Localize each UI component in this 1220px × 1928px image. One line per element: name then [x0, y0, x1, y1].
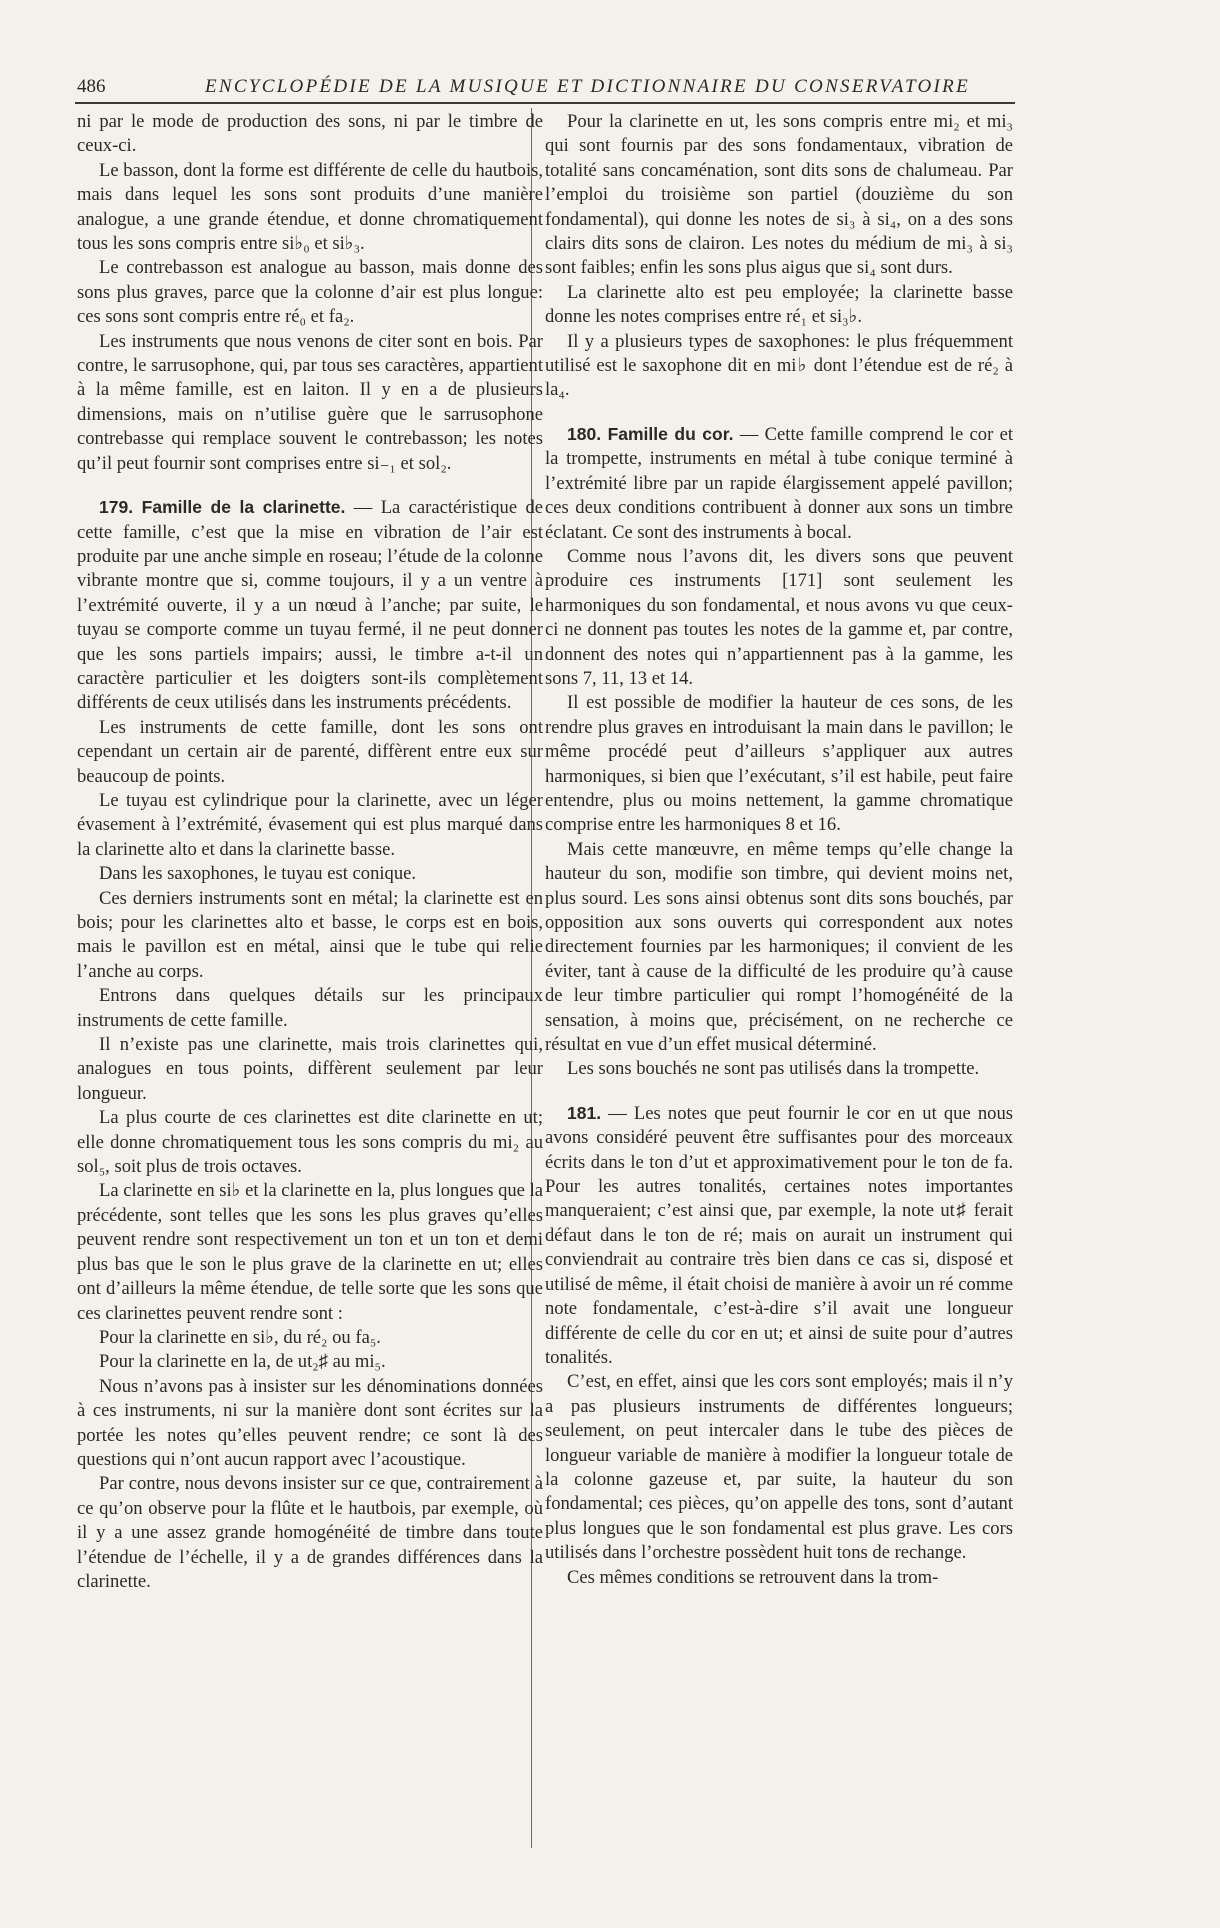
paragraph: Ces mêmes conditions se retrouvent dans la trom-	[567, 1566, 939, 1588]
paragraph: La clarinette en si♭ et la clarinette en la, plus longues que la précédente, sont telles que les sons les plus graves qu’elles peuvent rendre sont respectivement un ton et un ton et demi plus bas que le son le plus grave de la clarinette en ut; elles ont d’ailleurs la même étendue, de telle sorte que les sons que ces clarinettes peuvent rendre sont :	[77, 1180, 543, 1324]
paragraph: Il y a plusieurs types de saxophones: le plus fréquemment utilisé est le saxophone dit en mi♭ dont l’étendue est de ré₂ à la₄.	[545, 330, 1013, 401]
running-title: ENCYCLOPÉDIE DE LA MUSIQUE ET DICTIONNAIRE DU CONSERVATOIRE	[205, 76, 970, 97]
paragraph: Le contrebasson est analogue au basson, mais donne des sons plus graves, parce que la colonne d’air est plus longue: ces sons sont compris entre ré₀ et fa₂.	[77, 257, 543, 328]
paragraph: Dans les saxophones, le tuyau est conique.	[99, 863, 417, 885]
paragraph: Ces derniers instruments sont en métal; la clarinette est en bois; pour les clarinettes alto et basse, le corps est en bois, mais le pavillon est en métal, ainsi que le tube qui relie l’anche au corps.	[77, 887, 543, 982]
paragraph: Il n’existe pas une clarinette, mais trois clarinettes qui, analogues en tous points, diffèrent seulement par leur longueur.	[77, 1034, 543, 1104]
section-heading: 180. Famille du cor.	[567, 423, 734, 444]
section-heading: 181.	[567, 1102, 602, 1123]
section-180	[545, 422, 1013, 545]
paragraph: Pour la clarinette en ut, les sons compris entre mi₂ et mi₃ qui sont fournis par des sons fondamentaux, vibration de totalité sans concaménation, sont dits sons de chalumeau. Par l’emploi du troisième son partiel (douzième du son fondamental), qui donne les notes de si₃ à si₄, on a des sons clairs dits sons de clairon. Les notes du médium de mi₃ à si₃ sont faibles; enfin les sons plus aigus que si₄ sont durs.	[545, 111, 1013, 279]
section-179	[77, 495, 543, 716]
paragraph: La clarinette alto est peu employée; la clarinette basse donne les notes comprises entre ré₁ et si₃♭.	[545, 281, 1013, 328]
section-181	[545, 1101, 1013, 1370]
paragraph: Mais cette manœuvre, en même temps qu’elle change la hauteur du son, modifie son timbre, qui devient moins net, plus sourd. Les sons ainsi obtenus sont dits sons bouchés, par opposition aux sons ouverts qui correspondent aux notes directement fournies par les harmoniques; il convient de les éviter, tant à cause de la difficulté de les produire qu’à cause de leur timbre particulier qui rompt l’homogénéité de la sensation, à moins que, précisément, on ne recherche ce résultat en vue d’un effet musical déterminé.	[545, 838, 1013, 1056]
paragraph: Comme nous l’avons dit, les divers sons que peuvent produire ces instruments [171] sont seulement les harmoniques du son fondamental, et nous avons vu que ceux-ci ne donnent pas toutes les notes de la gamme et, par contre, donnent des notes qui n’appartiennent pas à la gamme, les sons 7, 11, 13 et 14.	[545, 545, 1013, 689]
paragraph: Le tuyau est cylindrique pour la clarinette, avec un léger évasement à l’extrémité, évasement qui est plus marqué dans la clarinette alto et dans la clarinette basse.	[77, 789, 543, 860]
left-column	[77, 110, 543, 1594]
section-heading: 179. Famille de la clarinette.	[99, 497, 346, 518]
paragraph: Les sons bouchés ne sont pas utilisés dans la trompette.	[567, 1058, 980, 1080]
paragraph: Le basson, dont la forme est différente de celle du hautbois, mais dans lequel les sons sont produits d’une manière analogue, a une grande étendue, et donne chromatiquement tous les sons compris entre si♭₀ et si♭₃.	[77, 159, 543, 255]
list-item: Pour la clarinette en la, de ut₂♯ au mi₅.	[99, 1351, 386, 1373]
right-column	[545, 110, 1013, 1590]
paragraph: Les instruments que nous venons de citer sont en bois. Par contre, le sarrusophone, qui, par tous ses caractères, appartient à la même famille, est en laiton. Il y en a de plusieurs dimensions, mais on n’utilise guère que le sarrusophone contrebasse qui remplace souvent le contrebasson; les notes qu’il peut fournir sont comprises entre si₋₁ et sol₂.	[77, 330, 543, 474]
paragraph: Par contre, nous devons insister sur ce que, contrairement à ce qu’on observe pour la flûte et le hautbois, par exemple, où il y a une assez grande homogénéité de timbre dans toute l’étendue de l’échelle, il y a de grandes différences dans la clarinette.	[77, 1473, 543, 1592]
running-header	[75, 74, 1015, 104]
paragraph: Il est possible de modifier la hauteur de ces sons, de les rendre plus graves en introduisant la main dans le pavillon; le même procédé peut d’ailleurs s’appliquer aux autres harmoniques, si bien que l’exécutant, s’il est habile, peut faire entendre, plus ou moins nettement, la gamme chromatique comprise entre les harmoniques 8 et 16.	[545, 692, 1013, 836]
paragraph: La plus courte de ces clarinettes est dite clarinette en ut; elle donne chromatiquement tous les sons compris du mi₂ au sol₅, soit plus de trois octaves.	[77, 1107, 543, 1178]
section-text: — Les notes que peut fournir le cor en ut que nous avons considéré peuvent être suffisantes pour des morceaux écrits dans le ton d’ut et approximativement pour le ton de fa. Pour les autres tonalités, certaines notes importantes manqueraient; c’est ainsi que, par exemple, la note ut♯ ferait défaut dans le ton de ré; mais on aurait un instrument qui conviendrait au contraire très bien dans ce cas si, disposé et utilisé de même, il était choisi de manière à avoir un ré comme note fondamentale, c’est-à-dire s’il avait une longueur différente de celle du cor en ut; et ainsi de suite pour d’autres tonalités.	[545, 1102, 1013, 1368]
section-text: — La caractéristique de cette famille, c’est que la mise en vibration de l’air est produite par une anche simple en roseau; l’étude de la colonne vibrante montre que si, comme toujours, il y a un ventre à l’extrémité ouverte, il y a un nœud à l’anche; par suite, le tuyau se comporte comme un tuyau fermé, il ne peut donner que les sons partiels impairs; aussi, le timbre a-t-il un caractère particulier et les doigters sont-ils complètement différents de ceux utilisés dans les instruments précédents.	[77, 497, 543, 714]
paragraph: C’est, en effet, ainsi que les cors sont employés; mais il n’y a pas plusieurs instruments de différentes longueurs; seulement, on peut intercaler dans le tube des pièces de longueur variable de manière à modifier la longueur totale de la colonne gazeuse et, par suite, la hauteur du son fondamental; ces pièces, qu’on appelle des tons, sont d’autant plus longues que le son fondamental est plus grave. Les cors utilisés dans l’orchestre possèdent huit tons de rechange.	[545, 1371, 1013, 1564]
paragraph: Entrons dans quelques détails sur les principaux instruments de cette famille.	[77, 985, 543, 1031]
list-item: Pour la clarinette en si♭, du ré₂ ou fa₅.	[99, 1326, 381, 1348]
paragraph: Les instruments de cette famille, dont les sons ont cependant un certain air de parenté, diffèrent entre eux sur beaucoup de points.	[77, 716, 543, 787]
paragraph: ni par le mode de production des sons, ni par le timbre de ceux-ci.	[77, 111, 543, 157]
paragraph: Nous n’avons pas à insister sur les dénominations données à ces instruments, ni sur la manière dont sont écrites sur la portée les notes qu’elles peuvent rendre; ce sont là des questions qui n’ont aucun rapport avec l’acoustique.	[77, 1375, 543, 1470]
section-text: — Cette famille comprend le cor et la trompette, instruments en métal à tube conique terminé à l’extrémité libre par un rapide élargissement appelé pavillon; ces deux conditions contribuent à donner aux sons un timbre éclatant. Ce sont des instruments à bocal.	[545, 423, 1013, 543]
page-number: 486	[77, 76, 106, 97]
